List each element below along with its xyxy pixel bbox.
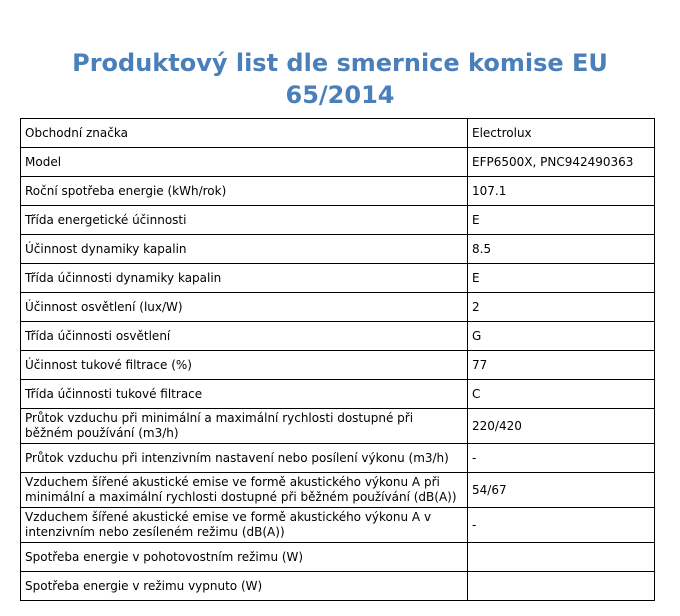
row-label-lighting-class: Třída účinnosti osvětlení [21,322,468,351]
table-row [21,351,655,380]
row-label-noise-boost: Vzduchem šířené akustické emise ve formě akustického výkonu A v intenzivním nebo zesíleném režimu (dB(A)) [21,508,468,543]
row-value-airflow-boost: - [468,444,655,473]
page-title [20,47,660,111]
page-title-line-1: Produktový list dle smernice komise EU [72,49,608,77]
row-value-standby-power [468,543,655,572]
table-row [21,148,655,177]
table-row [21,409,655,444]
row-value-off-power [468,572,655,601]
row-label-model: Model [21,148,468,177]
row-value-airflow-normal: 220/420 [468,409,655,444]
row-value-model: EFP6500X, PNC942490363 [468,148,655,177]
row-label-brand: Obchodní značka [21,119,468,148]
table-row [21,264,655,293]
table-row [21,235,655,264]
row-value-energy-class: E [468,206,655,235]
table-row [21,119,655,148]
row-label-airflow-boost: Průtok vzduchu při intenzivním nastavení nebo posílení výkonu (m3/h) [21,444,468,473]
table-row [21,572,655,601]
row-label-lighting-efficiency: Účinnost osvětlení (lux/W) [21,293,468,322]
page-title-line-2: 65/2014 [285,81,395,109]
row-label-grease-efficiency: Účinnost tukové filtrace (%) [21,351,468,380]
row-label-off-power: Spotřeba energie v režimu vypnuto (W) [21,572,468,601]
row-value-lighting-class: G [468,322,655,351]
table-row [21,177,655,206]
row-value-noise-normal: 54/67 [468,473,655,508]
table-row [21,322,655,351]
product-info-table [20,118,655,601]
row-label-noise-normal: Vzduchem šířené akustické emise ve formě akustického výkonu A při minimální a maximální rychlosti dostupné při běžném používání (dB(A)) [21,473,468,508]
row-value-annual-energy: 107.1 [468,177,655,206]
row-value-fluid-efficiency: 8.5 [468,235,655,264]
table-row [21,206,655,235]
table-row [21,508,655,543]
table-row [21,444,655,473]
row-label-fluid-efficiency: Účinnost dynamiky kapalin [21,235,468,264]
row-label-fluid-class: Třída účinnosti dynamiky kapalin [21,264,468,293]
row-value-fluid-class: E [468,264,655,293]
row-label-energy-class: Třída energetické účinnosti [21,206,468,235]
table-row [21,293,655,322]
row-value-grease-class: C [468,380,655,409]
row-value-noise-boost: - [468,508,655,543]
table-row [21,473,655,508]
table-row [21,543,655,572]
row-value-brand: Electrolux [468,119,655,148]
row-label-airflow-normal: Průtok vzduchu při minimální a maximální rychlosti dostupné při běžném používání (m3/h) [21,409,468,444]
table-row [21,380,655,409]
row-label-grease-class: Třída účinnosti tukové filtrace [21,380,468,409]
row-value-grease-efficiency: 77 [468,351,655,380]
row-label-standby-power: Spotřeba energie v pohotovostním režimu (W) [21,543,468,572]
row-label-annual-energy: Roční spotřeba energie (kWh/rok) [21,177,468,206]
row-value-lighting-efficiency: 2 [468,293,655,322]
